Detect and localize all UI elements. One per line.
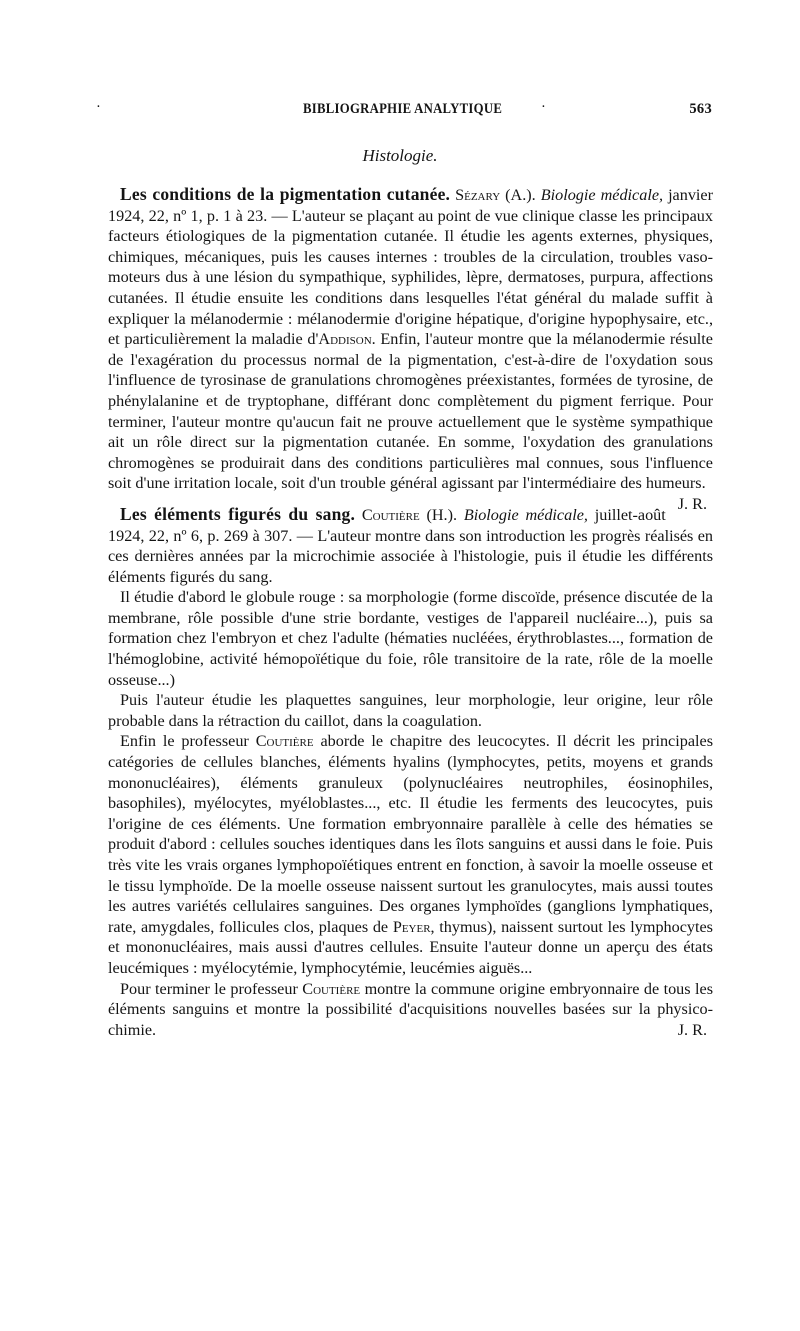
article-2-author: Coutière (H.). — [361, 505, 458, 524]
article-1-reference: janvier 1924, 22, nº 1, p. 1 à 23. — — [108, 186, 714, 225]
article-2-paragraph-conclusion — [108, 979, 713, 1041]
article-2-p4-c: thymus), naissent surtout les lymphocytes et mononucléaires, mais aussi d'autres cellules. Ensuite l'auteur donne un aperçu des états leucémiques : myélocytémie, lymphocytémie, leucémies aiguës... — [108, 917, 713, 977]
article-2-name-coutiere-1: Coutière — [255, 732, 314, 751]
article-2-p5-a: Pour terminer le professeur — [120, 979, 303, 998]
article-1-author: Sézary (A.). — [455, 186, 536, 204]
article-separator — [108, 494, 713, 504]
article-2-p5-b: montre la commune origine embryonnaire de tous les éléments sanguins et montre la possibilité d'acquisitions nouvelles basées sur la physico-chimie. — [108, 979, 714, 1039]
running-title: BIBLIOGRAPHIE ANALYTIQUE — [303, 101, 503, 117]
article-2-p4-a: Enfin le professeur — [120, 732, 256, 751]
article-1-signature: J. R. — [677, 494, 707, 513]
article-2-journal: Biologie médicale, — [463, 505, 588, 524]
article-2-paragraph-red-cells: Il étudie d'abord le globule rouge : sa morphologie (forme discoïde, présence discutée de la membrane, rôle possible d'une strie bordante, vestiges de l'appareil nucléaire...), puis sa formation chez l'embryon et chez l'adulte (hématies nucléées, érythroblastes..., formation de l'hémoglobine, activité hémopoïétique du foie, rôle transitoire de la rate, rôle de la moelle osseuse...) — [108, 588, 713, 689]
page-number: 563 — [689, 101, 712, 117]
article-1-name-addison: Addison. — [318, 330, 376, 349]
running-header — [96, 101, 712, 121]
article-2-signature: J. R. — [677, 1020, 707, 1039]
header-dot-left: · — [96, 99, 102, 115]
article-2-name-coutiere-2: Coutière — [302, 979, 361, 998]
article-1 — [108, 184, 714, 513]
article-2-title: Les éléments figurés du sang. — [120, 503, 356, 524]
article-2-intro-text: L'auteur montre dans son introduction les progrès réalisés en ces dernières années par la microchimie associée à l'histologie, puis il étudie les différents éléments figurés du sang. — [108, 526, 714, 586]
section-title: Histologie. — [362, 146, 438, 165]
article-column — [108, 184, 713, 1040]
article-2-paragraph-platelets: Puis l'auteur étudie les plaquettes sanguines, leur morphologie, leur origine, leur rôle probable dans la rétraction du caillot, dans la coagulation. — [108, 691, 713, 730]
article-2-p4-b: aborde le chapitre des leucocytes. Il décrit les principales catégories de cellules blanches, éléments hyalins (lymphocytes, petits, moyens et grands mononucléaires), éléments granuleux (polynucléaires neutrophiles, éosinophiles, basophiles), myélocytes, myéloblastes..., etc. Il étudie les ferments des leucocytes, puis l'origine de ces éléments. Une formation embryonnaire parallèle à celle des hématies se produit d'abord : cellules souches identiques dans les îlots sanguins et aussi dans le foie. Puis très vite les vrais organes lymphopoïétiques entrent en fonction, à savoir la moelle osseuse et le tissu lymphoïde. De la moelle osseuse naissent surtout les granulocytes, mais aussi toutes les autres variétés cellulaires sanguines. Des organes lymphoïdes (ganglions lymphatiques, rate, amygdales, follicules clos, plaques de — [108, 732, 713, 936]
article-1-body-a: L'auteur se plaçant au point de vue clinique classe les principaux facteurs étiologiques de la pigmentation cutanée. Il étudie les agents externes, physiques, chimiques, mécaniques, puis les causes internes : troubles de la circulation, troubles vaso-moteurs dus à une lésion du sympathique, syphilides, lèpre, dermatoses, purpura, affections cutanées. Il étudie ensuite les conditions dans lesquelles l'état général du malade suffit à expliquer la mélanodermie : mélanodermie d'origine hépatique, d'origine hypophysaire, etc., et particulièrement la maladie d' — [108, 206, 713, 349]
article-2-name-peyer: Peyer, — [392, 917, 435, 936]
article-1-journal: Biologie médicale, — [540, 186, 664, 204]
header-dot-right: · — [541, 99, 547, 115]
article-2-paragraph-leucocytes — [108, 731, 713, 978]
article-2-intro — [108, 504, 713, 587]
article-1-title: Les conditions de la pigmentation cutanée. — [120, 184, 451, 204]
article-1-body-b: Enfin, l'auteur montre que la mélanodermie résulte de l'exagération du processus normal de la pigmentation, c'est-à-dire de l'oxydation sous l'influence de tyrosinase de granulations chromogènes préexistantes, formées de tyrosine, de phénylalanine et de tryptophane, différant donc complètement du pigment ferrique. Pour terminer, l'auteur montre qu'aucun fait ne prouve actuellement que le système sympathique ait un rôle direct sur la pigmentation cutanée. En somme, l'oxydation des granulations chromogènes se produirait dans des conditions particulières mal connues, sous l'influence soit d'une irritation locale, soit d'un trouble général agissant par l'intermédiaire des humeurs. — [108, 330, 713, 493]
article-2-reference: juillet-août 1924, 22, nº 6, p. 269 à 307. — — [108, 505, 666, 545]
